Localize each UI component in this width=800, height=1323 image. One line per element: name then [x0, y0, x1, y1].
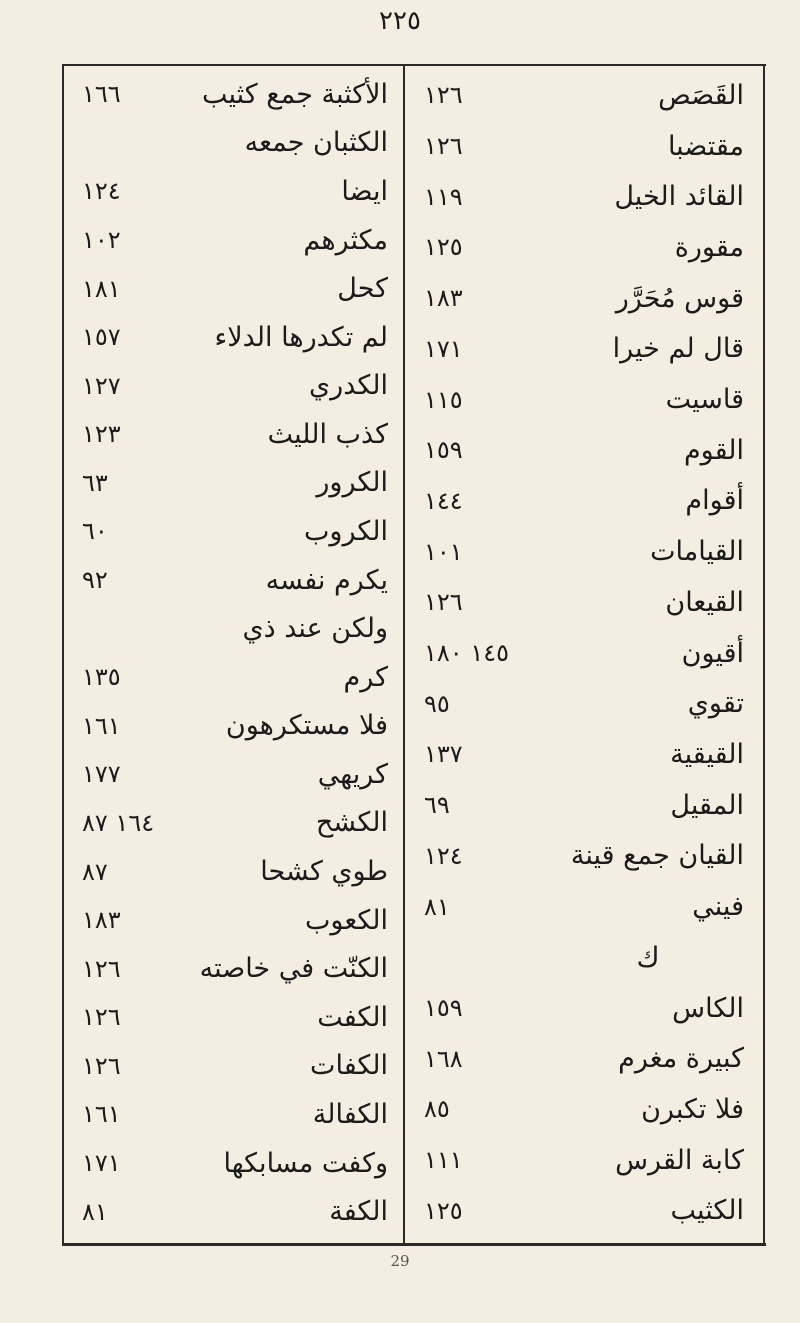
index-word: الكنّت في خاصته [199, 953, 388, 985]
index-entry [64, 507, 402, 556]
page-reference: ١٧١ [82, 1149, 121, 1177]
page-reference: ١٠٢ [82, 226, 121, 255]
index-entry [64, 702, 402, 751]
index-entry [64, 264, 402, 313]
index-word: كرم [343, 661, 388, 693]
bottom-rule [62, 1244, 766, 1246]
index-entry [64, 1090, 402, 1139]
index-entry [64, 799, 402, 848]
index-word: مكثرهم [303, 224, 388, 256]
index-entry [64, 1187, 402, 1236]
page-reference: ٨٥ [424, 1095, 450, 1124]
page-reference: ١٦٨ [424, 1044, 463, 1073]
index-word: الكعوب [304, 904, 388, 936]
page-reference: ١٢٤ [82, 177, 121, 206]
page-reference: ١٤٥ ١٨٠ [424, 639, 509, 668]
signature-mark: 29 [390, 1252, 410, 1270]
page-reference: ٩٢ [82, 566, 108, 595]
index-word: الكفات [310, 1050, 388, 1082]
index-entry [406, 1135, 762, 1186]
page-reference: ٩٥ [424, 689, 450, 718]
index-entry [64, 1139, 402, 1188]
index-entry [406, 222, 762, 273]
page-reference: ١٢٧ [82, 371, 121, 400]
index-word: مقتضبا [667, 130, 744, 162]
index-word: أقوام [685, 485, 744, 517]
index-word: أقيون [681, 637, 744, 669]
index-entry [64, 604, 402, 653]
page-reference: ١٢٦ [82, 1051, 121, 1080]
index-word: القوم [683, 434, 744, 466]
index-entry [406, 70, 762, 121]
index-word: قاسيت [665, 384, 744, 416]
index-word: القيقية [670, 738, 744, 770]
index-word: فلا تكبرن [641, 1093, 744, 1125]
index-entry [406, 881, 762, 932]
index-word: القَصَص [658, 79, 744, 111]
index-word: الكرور [316, 467, 388, 499]
index-entry [64, 410, 402, 459]
index-entry [64, 70, 402, 119]
index-entry [406, 273, 762, 324]
index-entry [406, 577, 762, 628]
index-entry [406, 526, 762, 577]
index-word: فيني [692, 891, 744, 923]
page-reference: ١٦١ [82, 711, 121, 740]
page-reference: ٦٠ [82, 517, 108, 546]
index-entry [64, 361, 402, 410]
page-reference: ١٢٦ [82, 954, 121, 983]
index-entry [64, 750, 402, 799]
right-index-column [406, 70, 762, 1236]
page-reference: ١٨٣ [82, 906, 121, 935]
index-entry [406, 1033, 762, 1084]
index-entry [406, 374, 762, 425]
index-word: الكفت [317, 1001, 388, 1033]
page-reference: ٨١ [82, 1197, 108, 1226]
index-entry [406, 121, 762, 172]
page-reference: ١٢٦ [424, 132, 463, 161]
index-entry [406, 729, 762, 780]
index-word: الكفة [329, 1196, 388, 1228]
page-reference: ١٢٣ [82, 420, 121, 449]
page-reference: ٨١ [424, 892, 450, 921]
page-reference: ١٥٧ [82, 323, 121, 352]
index-word: الكروب [304, 515, 388, 547]
index-entry [64, 653, 402, 702]
page-reference: ١٢٦ [424, 588, 463, 617]
page-reference: ١٦٤ ٨٧ [82, 808, 155, 837]
page-reference: ١٨٣ [424, 284, 463, 313]
page-reference: ٨٧ [82, 857, 108, 886]
index-word: كابة القرس [615, 1144, 744, 1176]
page-reference: ٦٣ [82, 468, 108, 497]
index-word: مقورة [674, 231, 744, 263]
index-entry [64, 313, 402, 362]
index-word: الكفالة [312, 1098, 388, 1130]
index-word: طوي كشحا [260, 856, 388, 888]
index-word: القيعان [665, 586, 744, 618]
index-word: يكرم نفسه [265, 564, 388, 596]
index-word: القيامات [650, 536, 744, 568]
index-entry [406, 171, 762, 222]
index-word: قوس مُحَرَّر [615, 282, 744, 314]
page-reference: ١٦٦ [82, 80, 121, 109]
index-word: كذب الليث [267, 418, 388, 450]
index-word: كريهي [317, 758, 388, 790]
frame-right-rule [763, 64, 765, 1244]
index-entry [64, 167, 402, 216]
page-reference: ٦٩ [424, 791, 450, 820]
index-word: تقوي [687, 688, 744, 720]
column-divider [403, 64, 405, 1244]
page-reference: ١٧١ [424, 334, 463, 363]
index-word: قال لم خيرا [612, 333, 744, 365]
index-entry [406, 1084, 762, 1135]
index-word: الكثبان جمعه [244, 127, 388, 159]
page-reference: ١٦١ [82, 1100, 121, 1129]
index-entry [406, 628, 762, 679]
index-entry [406, 324, 762, 375]
index-entry [406, 1185, 762, 1236]
index-word: الكثيب [670, 1195, 744, 1227]
index-word: الكدري [309, 370, 388, 402]
index-entry [64, 459, 402, 508]
page-reference: ١١١ [424, 1146, 463, 1175]
index-entry [64, 556, 402, 605]
index-word: ك [636, 940, 660, 974]
page-reference: ١١٥ [424, 385, 463, 414]
index-entry [406, 983, 762, 1034]
index-entry [64, 1042, 402, 1091]
index-entry [64, 847, 402, 896]
index-entry [406, 831, 762, 882]
index-entry [64, 119, 402, 168]
index-entry [406, 425, 762, 476]
page-reference: ١٣٥ [82, 663, 121, 692]
index-entry [406, 780, 762, 831]
page-reference: ١٣٧ [424, 740, 463, 769]
index-word: الأكثبة جمع كثيب [201, 78, 388, 110]
page-reference: ١٢٦ [424, 81, 463, 110]
index-entry [406, 476, 762, 527]
index-word: الكشح [315, 807, 388, 839]
page-reference: ١٢٦ [82, 1003, 121, 1032]
page-number: ٢٢٥ [379, 6, 421, 36]
page-reference: ١٥٩ [424, 994, 463, 1022]
index-entry [406, 678, 762, 729]
page-reference: ١٥٩ [424, 436, 463, 465]
index-entry [406, 932, 762, 983]
page-reference: ١٢٥ [424, 233, 463, 262]
page-reference: ١٢٤ [424, 841, 463, 870]
index-entry [64, 944, 402, 993]
index-word: وكفت مسابكها [223, 1147, 388, 1179]
index-entry [64, 216, 402, 265]
index-word: كبيرة مغرم [618, 1043, 744, 1075]
index-word: القيان جمع قينة [570, 840, 744, 872]
page-reference: ١٢٥ [424, 1196, 463, 1225]
page-reference: ١٧٧ [82, 760, 121, 789]
page-reference: ١٤٤ [424, 486, 463, 515]
page-reference: ١٨١ [82, 274, 121, 303]
index-word: لم تكدرها الدلاء [214, 321, 388, 353]
index-entry [64, 993, 402, 1042]
left-index-column [64, 70, 402, 1236]
page-reference: ١١٩ [424, 182, 463, 211]
index-word: فلا مستكرهون [225, 710, 388, 742]
index-entry [64, 896, 402, 945]
index-word: كحل [337, 273, 388, 305]
page-reference: ١٠١ [424, 537, 463, 566]
index-word: الكاس [672, 992, 744, 1024]
index-word: ولكن عند ذي [242, 613, 388, 645]
index-word: المقيل [670, 789, 744, 821]
index-word: ايضا [341, 175, 388, 207]
index-word: القائد الخيل [614, 181, 744, 213]
